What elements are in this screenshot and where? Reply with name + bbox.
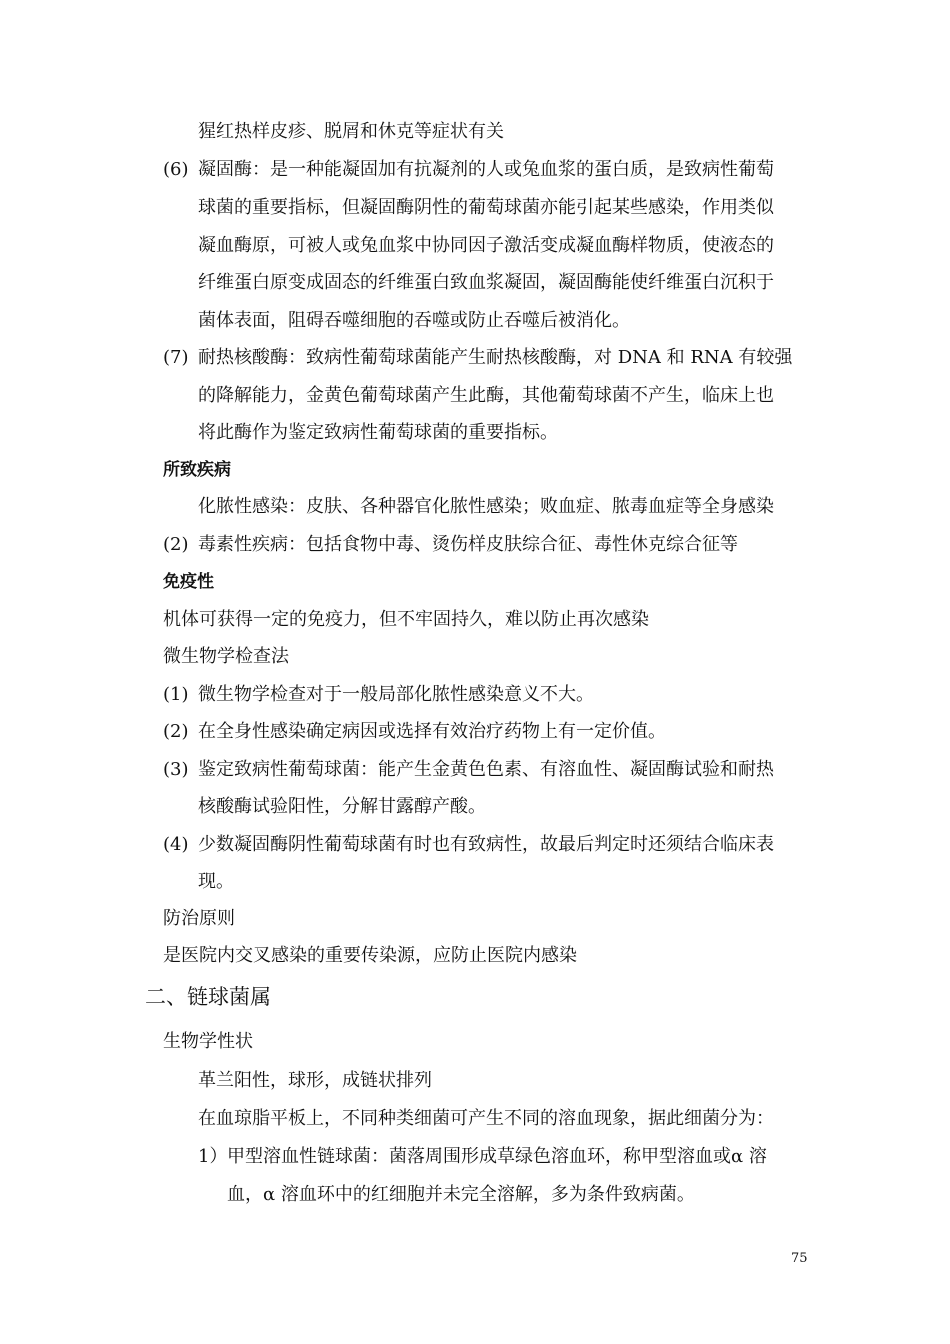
subheading: 免疫性 [163, 572, 214, 592]
text-line: 猩红热样皮疹、脱屑和休克等症状有关 [198, 121, 504, 142]
text-line: 凝固酶：是一种能凝固加有抗凝剂的人或兔血浆的蛋白质，是致病性葡萄 [198, 159, 774, 180]
text-line: 球菌的重要指标，但凝固酶阴性的葡萄球菌亦能引起某些感染，作用类似 [198, 197, 774, 218]
list-number: (6) [163, 159, 189, 180]
subheading: 生物学性状 [163, 1031, 253, 1052]
text-line: 耐热核酸酶：致病性葡萄球菌能产生耐热核酸酶，对 DNA 和 RNA 有较强 [198, 347, 793, 368]
text-line: 现。 [198, 871, 234, 892]
subheading: 微生物学检查法 [163, 646, 289, 667]
list-number: (1) [163, 684, 189, 705]
subheading: 所致疾病 [163, 460, 231, 480]
text-line: 在血琼脂平板上，不同种类细菌可产生不同的溶血现象，据此细菌分为： [198, 1108, 774, 1129]
text-line: 的降解能力，金黄色葡萄球菌产生此酶，其他葡萄球菌不产生，临床上也 [198, 385, 774, 406]
text-line: 革兰阳性，球形，成链状排列 [198, 1070, 432, 1091]
text-line: 将此酶作为鉴定致病性葡萄球菌的重要指标。 [198, 422, 558, 443]
text-line: 化脓性感染：皮肤、各种器官化脓性感染；败血症、脓毒血症等全身感染 [198, 496, 774, 517]
text-line: 菌体表面，阻碍吞噬细胞的吞噬或防止吞噬后被消化。 [198, 310, 630, 331]
section-title: 二、链球菌属 [145, 985, 271, 1009]
text-line: 毒素性疾病：包括食物中毒、烫伤样皮肤综合征、毒性休克综合征等 [198, 534, 738, 555]
text-line: 凝血酶原，可被人或兔血浆中协同因子激活变成凝血酶样物质，使液态的 [198, 235, 774, 256]
text-line: 鉴定致病性葡萄球菌：能产生金黄色色素、有溶血性、凝固酶试验和耐热 [198, 759, 774, 780]
list-number: (2) [163, 721, 189, 742]
list-number: (7) [163, 347, 189, 368]
text-line: 在全身性感染确定病因或选择有效治疗药物上有一定价值。 [198, 721, 666, 742]
list-number: 1） [198, 1146, 228, 1167]
text-line: 是医院内交叉感染的重要传染源，应防止医院内感染 [163, 945, 577, 966]
subheading: 防治原则 [163, 908, 235, 929]
list-number: (3) [163, 759, 189, 780]
text-line: 血，α 溶血环中的红细胞并未完全溶解，多为条件致病菌。 [227, 1184, 695, 1205]
text-line: 微生物学检查对于一般局部化脓性感染意义不大。 [198, 684, 594, 705]
text-line: 少数凝固酶阴性葡萄球菌有时也有致病性，故最后判定时还须结合临床表 [198, 834, 774, 855]
page-number: 75 [791, 1251, 808, 1266]
text-line: 纤维蛋白原变成固态的纤维蛋白致血浆凝固，凝固酶能使纤维蛋白沉积于 [198, 272, 774, 293]
text-line: 甲型溶血性链球菌：菌落周围形成草绿色溶血环，称甲型溶血或α 溶 [227, 1146, 767, 1167]
list-number: (4) [163, 834, 189, 855]
list-number: (2) [163, 534, 189, 555]
text-line: 机体可获得一定的免疫力，但不牢固持久，难以防止再次感染 [163, 609, 649, 630]
text-line: 核酸酶试验阳性，分解甘露醇产酸。 [198, 796, 486, 817]
